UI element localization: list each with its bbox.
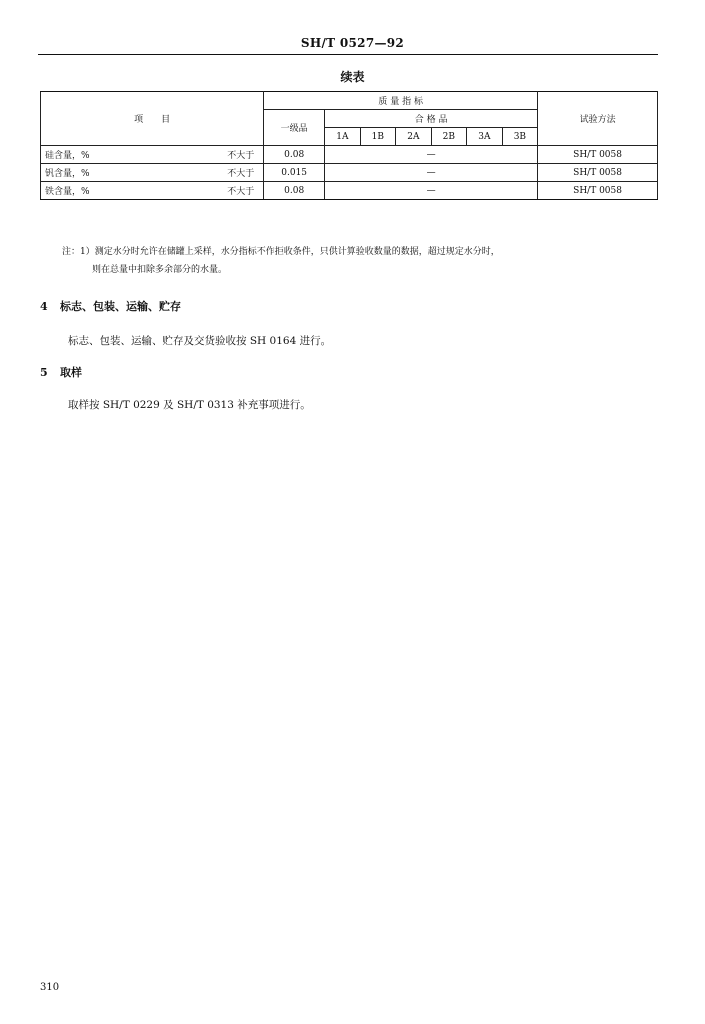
section-title: 标志、包装、运输、贮存 [60,300,181,313]
table-note-line-2: 则在总量中扣除多余部分的水量。 [92,265,228,275]
grade-2b-header: 2B [431,128,467,146]
grade-1b-header: 1B [360,128,396,146]
grade-3b-header: 3B [502,128,538,146]
quality-spec-table [40,91,658,200]
first-grade-header: 一级品 [264,110,325,146]
row-item [41,182,264,200]
section-title: 取样 [60,366,82,379]
table-caption: 续表 [340,70,365,84]
limit-label: 不大于 [227,169,255,179]
section-5-heading [40,364,82,380]
row-item [41,146,264,164]
item-name: 铁含量，% [45,187,90,197]
table-row [41,182,658,200]
item-column-header: 项 目 [41,92,264,146]
grade-1a-header: 1A [325,128,361,146]
table-note-line-1: 注：1）测定水分时允许在储罐上采样，水分指标不作拒收条件，只供计算验收数量的数据，超过规定水分时， [62,247,500,257]
section-4-body: 标志、包装、运输、贮存及交货验收按 SH 0164 进行。 [68,335,332,347]
limit-label: 不大于 [227,151,255,161]
row-item [41,164,264,182]
qualified-header: 合 格 品 [325,110,538,128]
section-5-body: 取样按 SH/T 0229 及 SH/T 0313 补充事项进行。 [68,399,311,411]
first-grade-value: 0.08 [264,146,325,164]
item-name: 硅含量，% [45,151,90,161]
qualified-value: — [325,146,538,164]
qualified-value: — [325,164,538,182]
limit-label: 不大于 [227,187,255,197]
page-number: 310 [40,982,60,993]
grade-2a-header: 2A [396,128,432,146]
test-method-value: SH/T 0058 [538,164,658,182]
section-number: 4 [40,300,48,313]
document-code-header: SH/T 0527—92 [300,36,405,50]
quality-index-header: 质 量 指 标 [264,92,538,110]
item-name: 钒含量，% [45,169,90,179]
test-method-value: SH/T 0058 [538,182,658,200]
grade-3a-header: 3A [467,128,503,146]
test-method-value: SH/T 0058 [538,146,658,164]
section-number: 5 [40,366,48,379]
qualified-value: — [325,182,538,200]
first-grade-value: 0.08 [264,182,325,200]
header-rule [38,54,658,55]
first-grade-value: 0.015 [264,164,325,182]
section-4-heading [40,298,181,314]
table-row [41,164,658,182]
test-method-header: 试验方法 [538,92,658,146]
table-row [41,146,658,164]
